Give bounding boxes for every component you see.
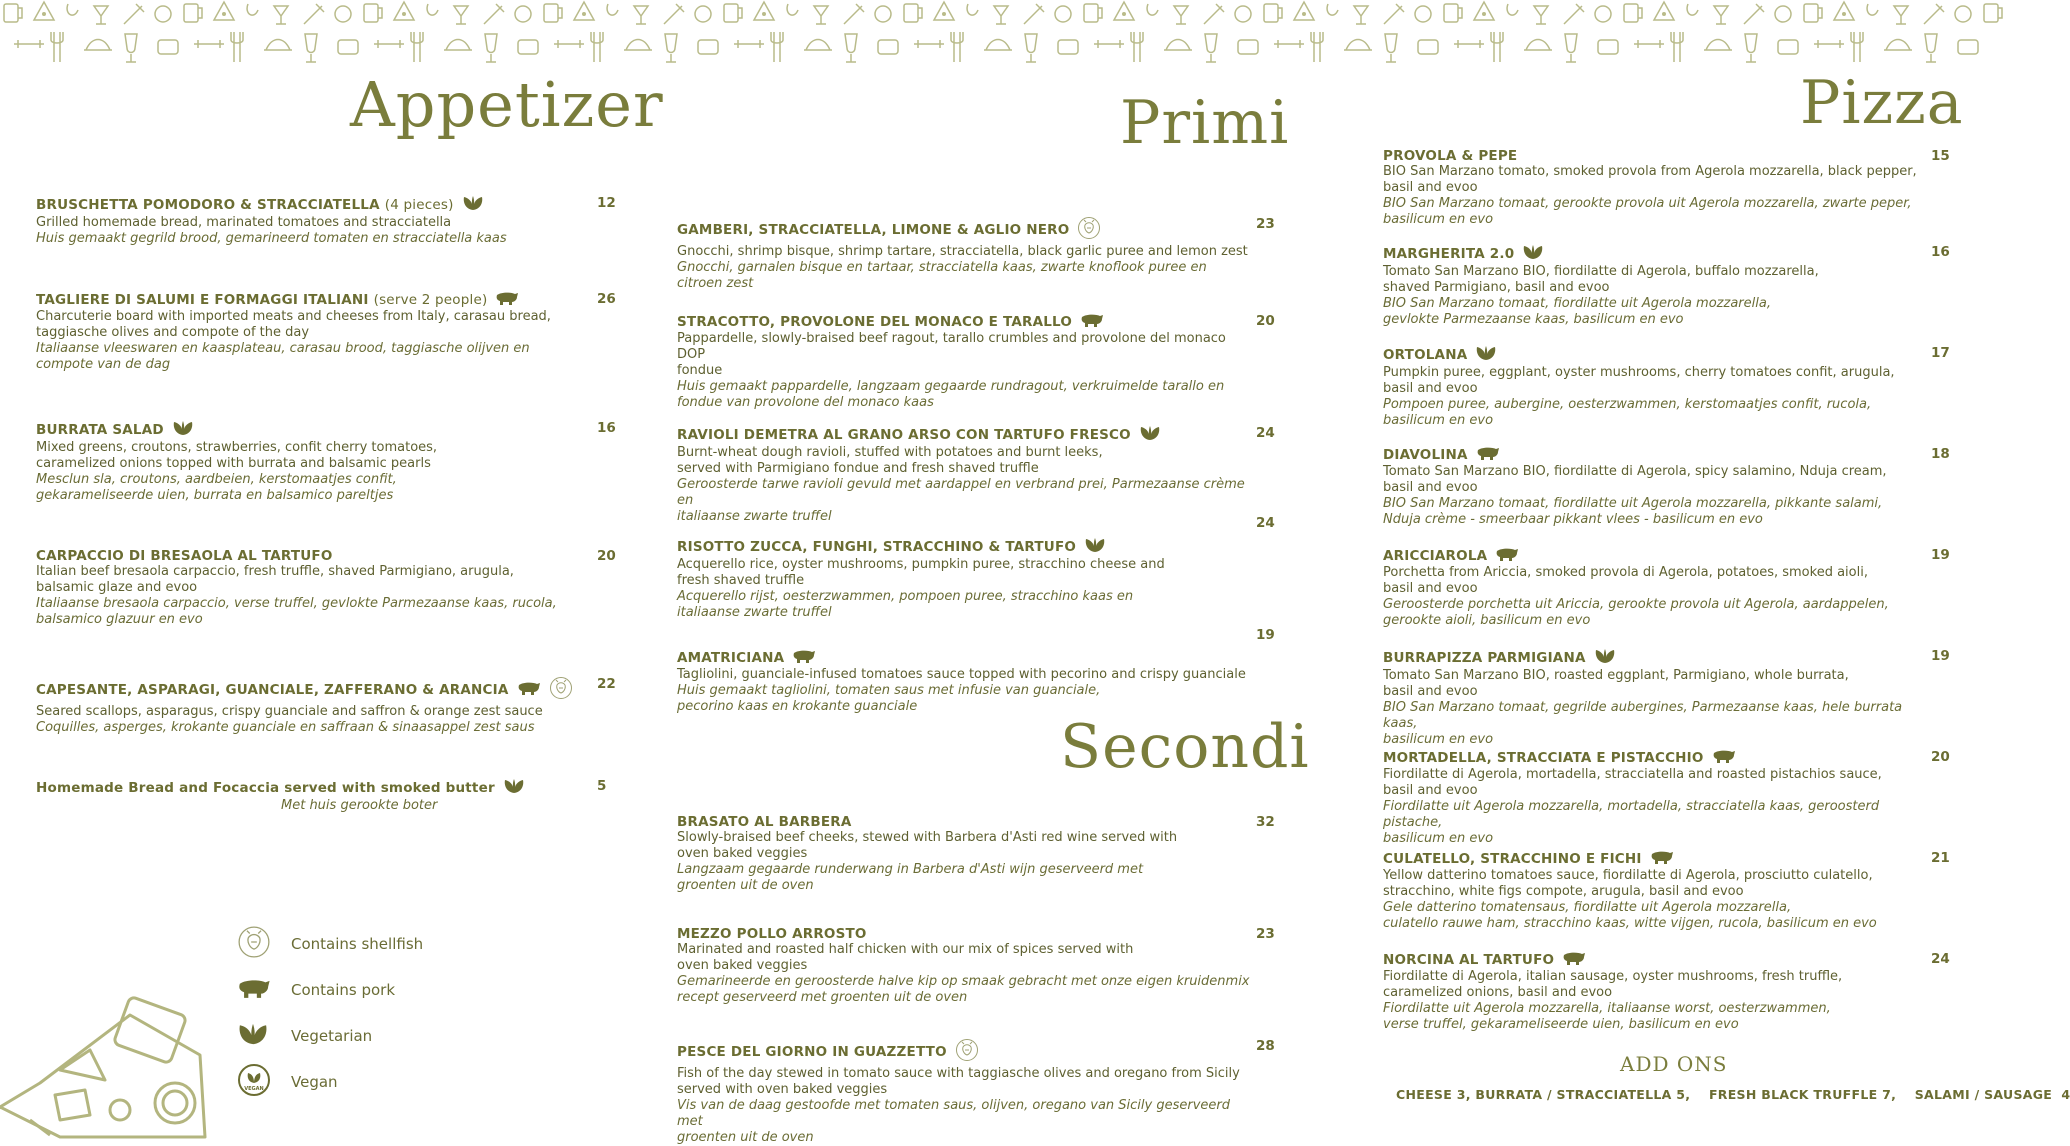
dish-price: 32	[1256, 814, 1275, 830]
dish-translation: Vis van de daag gestoofde met tomaten saus, olijven, oregano van Sicily geserveerd met	[677, 1098, 1231, 1129]
leaf-icon	[1084, 537, 1106, 557]
dish-name	[677, 649, 1257, 667]
dish-name-text: CAPESANTE, ASPARAGI, GUANCIALE, ZAFFERANO & ARANCIA	[36, 682, 509, 698]
dish-description: basil and evoo	[1383, 381, 1478, 396]
dish-translation: italiaanse zwarte truffel	[677, 509, 832, 524]
dish-translation: Met huis gerookte boter	[281, 798, 438, 813]
dish-name	[36, 420, 596, 440]
dish-name-text: PROVOLA & PEPE	[1383, 148, 1518, 164]
pig-icon	[1712, 749, 1736, 767]
dish-name	[677, 814, 1257, 830]
pig-icon	[1080, 313, 1104, 331]
dish-name-text: BRUSCHETTA POMODORO & STRACCIATELLA	[36, 197, 380, 213]
dish-name-text: BURRATA SALAD	[36, 422, 164, 438]
dish-translation: Italiaanse vleeswaren en kaasplateau, carasau brood, taggiasche olijven en	[36, 341, 530, 356]
pizza-item	[1383, 148, 1923, 228]
pizza-item	[1383, 345, 1923, 429]
dish-price: 23	[1256, 926, 1275, 942]
dish-price: 16	[1931, 244, 1950, 260]
dish-description: oven baked veggies	[677, 958, 808, 973]
dish-price: 24	[1256, 425, 1275, 441]
dish-translation: gevlokte Parmezaanse kaas, basilicum en evo	[1383, 312, 1684, 327]
appetizers-item	[36, 291, 596, 373]
pig-icon	[517, 681, 541, 699]
title-secondi: Secondi	[1060, 712, 1310, 782]
dish-name	[36, 195, 596, 215]
dish-description: Acquerello rice, oyster mushrooms, pumpkin puree, stracchino cheese and	[677, 557, 1165, 572]
dish-price: 15	[1931, 148, 1950, 164]
dish-translation: BIO San Marzano tomaat, fiordilatte uit Agerola mozzarella,	[1383, 296, 1771, 311]
title-pizza: Pizza	[1800, 68, 1964, 138]
dish-translation: Pompoen puree, aubergine, oesterzwammen, kerstomaatjes confit, rucola,	[1383, 397, 1872, 412]
dish-name	[677, 425, 1257, 445]
dish-description: Porchetta from Ariccia, smoked provola di Agerola, potatoes, smoked aioli,	[1383, 565, 1868, 580]
dish-name-text: GAMBERI, STRACCIATELLA, LIMONE & AGLIO NERO	[677, 222, 1070, 238]
dish-translation: Nduja crème - smeerbaar pikkant vlees - basilicum en evo	[1383, 512, 1763, 527]
dish-translation: Gele datterino tomatensaus, fiordilatte uit Agerola mozzarella,	[1383, 900, 1792, 915]
shellfish-icon	[955, 1038, 979, 1066]
pig-icon	[1650, 850, 1674, 868]
dish-name	[677, 537, 1257, 557]
dish-price: 17	[1931, 345, 1950, 361]
addons-list: CHEESE 3, BURRATA / STRACCIATELLA 5, FRESH BLACK TRUFFLE 7, SALAMI / SAUSAGE 4	[1396, 1087, 2070, 1102]
legend-label: Contains shellfish	[291, 935, 424, 953]
dish-description: balsamic glaze and evoo	[36, 580, 198, 595]
leaf-icon	[503, 778, 525, 798]
dish-description: Mixed greens, croutons, strawberries, confit cherry tomatoes,	[36, 440, 438, 455]
dish-translation: Huis gemaakt gegrild brood, gemarineerd tomaten en stracciatella kaas	[36, 231, 507, 246]
dish-name-text: PESCE DEL GIORNO IN GUAZZETTO	[677, 1044, 947, 1060]
appetizers-item	[36, 195, 596, 247]
dish-name	[1383, 148, 1923, 164]
dish-translation: Coquilles, asperges, krokante guanciale en saffraan & sinaasappel zest saus	[36, 720, 535, 735]
appetizers-item	[36, 778, 596, 814]
dish-name	[36, 778, 596, 798]
appetizers-item	[36, 676, 596, 736]
dish-translation: basilicum en evo	[1383, 831, 1494, 846]
dish-name-text: MEZZO POLLO ARROSTO	[677, 926, 867, 942]
shellfish-icon	[549, 676, 573, 704]
dish-price: 20	[1256, 313, 1275, 329]
pizza-item	[1383, 547, 1923, 629]
dish-translation: Langzaam gegaarde runderwang in Barbera d'Asti wijn geserveerd met	[677, 862, 1144, 877]
dish-price: 5	[597, 778, 607, 794]
dish-description: Slowly-braised beef cheeks, stewed with Barbera d'Asti red wine served with	[677, 830, 1178, 845]
primi-item	[677, 537, 1257, 621]
leaf-icon	[1594, 648, 1616, 668]
dish-name-text: RAVIOLI DEMETRA AL GRANO ARSO CON TARTUFO FRESCO	[677, 427, 1131, 443]
dish-name-text: RISOTTO ZUCCA, FUNGHI, STRACCHINO & TARTUFO	[677, 539, 1077, 555]
dish-description: Italian beef bresaola carpaccio, fresh truffle, shaved Parmigiano, arugula,	[36, 564, 514, 579]
leaf-icon	[1475, 345, 1497, 365]
dish-name	[677, 1038, 1257, 1066]
dish-price: 22	[597, 676, 616, 692]
dish-translation: citroen zest	[677, 276, 754, 291]
dish-description: Pappardelle, slowly-braised beef ragout, tarallo crumbles and provolone del monaco DOP	[677, 331, 1226, 362]
dish-portion-note: (serve 2 people)	[373, 292, 488, 308]
secondi-item	[677, 814, 1257, 894]
dish-description: oven baked veggies	[677, 846, 808, 861]
dish-name-text: CARPACCIO DI BRESAOLA AL TARTUFO	[36, 548, 333, 564]
dish-name	[677, 216, 1257, 244]
secondi-item	[677, 1038, 1257, 1146]
dish-translation: fondue van provolone del monaco kaas	[677, 395, 934, 410]
legend-label: Vegetarian	[291, 1027, 373, 1045]
dish-translation: groenten uit de oven	[677, 878, 814, 893]
legend-label: Vegan	[291, 1073, 338, 1091]
dish-description: BIO San Marzano tomato, smoked provola from Agerola mozzarella, black pepper,	[1383, 164, 1917, 179]
dish-price: 19	[1256, 627, 1275, 643]
dish-price: 19	[1931, 547, 1950, 563]
dish-description: Pumpkin puree, eggplant, oyster mushrooms, cherry tomatoes confit, arugula,	[1383, 365, 1895, 380]
dish-description: served with oven baked veggies	[677, 1082, 888, 1097]
dish-price: 26	[597, 291, 616, 307]
dish-name-text: STRACOTTO, PROVOLONE DEL MONACO E TARALLO	[677, 314, 1073, 330]
dish-name	[1383, 850, 1923, 868]
dish-translation: Gnocchi, garnalen bisque en tartaar, stracciatella kaas, zwarte knoflook puree en	[677, 260, 1207, 275]
dish-translation: basilicum en evo	[1383, 732, 1494, 747]
leaf-icon	[1139, 425, 1161, 445]
pizza-item	[1383, 850, 1923, 932]
dish-name-text: ARICCIAROLA	[1383, 548, 1488, 564]
pig-icon	[1495, 547, 1519, 565]
dish-translation: balsamico glazuur en evo	[36, 612, 203, 627]
shellfish-icon	[1077, 216, 1101, 244]
dish-name-text: AMATRICIANA	[677, 650, 785, 666]
dish-name	[1383, 244, 1923, 264]
dish-translation: basilicum en evo	[1383, 413, 1494, 428]
legend-row-pork	[237, 970, 497, 1010]
primi-item	[677, 649, 1257, 715]
dish-price: 19	[1931, 648, 1950, 664]
pizza-item	[1383, 749, 1923, 847]
legend-label: Contains pork	[291, 981, 396, 999]
dish-name-text: TAGLIERE DI SALUMI E FORMAGGI ITALIANI	[36, 292, 369, 308]
dish-description: basil and evoo	[1383, 180, 1478, 195]
dish-name-text: MARGHERITA 2.0	[1383, 246, 1515, 262]
dish-translation: Italiaanse bresaola carpaccio, verse truffel, gevlokte Parmezaanse kaas, rucola,	[36, 596, 557, 611]
title-appetizer: Appetizer	[350, 68, 664, 141]
primi-item	[677, 216, 1257, 292]
dish-description: Charcuterie board with imported meats and cheeses from Italy, carasau bread,	[36, 309, 551, 324]
vegan-icon	[237, 1063, 271, 1101]
dish-translation: recept geserveerd met groenten uit de oven	[677, 990, 968, 1005]
dish-translation: gerookte aioli, basilicum en evo	[1383, 613, 1591, 628]
dish-name	[1383, 648, 1923, 668]
dish-description: Yellow datterino tomatoes sauce, fiordilatte di Agerola, prosciutto culatello,	[1383, 868, 1873, 883]
dish-description: basil and evoo	[1383, 783, 1478, 798]
dish-description: stracchino, white figs compote, arugula, basil and evoo	[1383, 884, 1744, 899]
dish-description: Fiordilatte di Agerola, italian sausage, oyster mushrooms, fresh truffle,	[1383, 969, 1843, 984]
primi-item	[677, 425, 1257, 525]
dish-name	[677, 313, 1257, 331]
dish-description: fresh shaved truffle	[677, 573, 805, 588]
dish-name	[1383, 547, 1923, 565]
pig-icon	[1562, 951, 1586, 969]
dish-description: basil and evoo	[1383, 581, 1478, 596]
legend-row-vegan	[237, 1062, 497, 1102]
pizza-item	[1383, 244, 1923, 328]
dish-description: Fiordilatte di Agerola, mortadella, stracciatella and roasted pistachios sauce,	[1383, 767, 1882, 782]
dish-name	[36, 676, 596, 704]
addons-title: ADD ONS	[1620, 1052, 1728, 1076]
dish-translation: Gemarineerde en geroosterde halve kip op smaak gebracht met onze eigen kruidenmix	[677, 974, 1250, 989]
dish-translation: Fiordilatte uit Agerola mozzarella, mortadella, stracciatella kaas, geroosterd pistache,	[1383, 799, 1880, 830]
dish-translation: verse truffel, gekarameliseerde uien, basilicum en evo	[1383, 1017, 1739, 1032]
legend-row-shellfish	[237, 924, 497, 964]
dish-name-text: NORCINA AL TARTUFO	[1383, 952, 1555, 968]
dish-translation: pecorino kaas en krokante guanciale	[677, 699, 918, 714]
dish-price: 24	[1256, 515, 1275, 531]
dish-description: Tomato San Marzano BIO, fiordilatte di Agerola, buffalo mozzarella,	[1383, 264, 1819, 279]
dish-portion-note: (4 pieces)	[384, 197, 454, 213]
dish-name-text: Homemade Bread and Focaccia served with smoked butter	[36, 780, 495, 796]
dish-description: Tagliolini, guanciale-infused tomatoes sauce topped with pecorino and crispy guanciale	[677, 667, 1246, 682]
pig-icon	[1476, 446, 1500, 464]
dish-name	[1383, 446, 1923, 464]
dish-price: 16	[597, 420, 616, 436]
dish-name-text: DIAVOLINA	[1383, 447, 1468, 463]
dish-description: shaved Parmigiano, basil and evoo	[1383, 280, 1610, 295]
pizza-item	[1383, 951, 1923, 1033]
secondi-item	[677, 926, 1257, 1006]
dish-description: Grilled homemade bread, marinated tomatoes and stracciatella	[36, 215, 452, 230]
dish-description: caramelized onions, basil and evoo	[1383, 985, 1613, 1000]
charcuterie-board-illustration	[0, 995, 210, 1137]
svg-text:VEGAN: VEGAN	[244, 1086, 264, 1092]
food-pattern-banner	[0, 0, 2000, 72]
dish-description: served with Parmigiano fondue and fresh shaved truffle	[677, 461, 1039, 476]
leaf-icon	[462, 195, 484, 215]
primi-item	[677, 313, 1257, 411]
dish-name-text: MORTADELLA, STRACCIATA E PISTACCHIO	[1383, 750, 1704, 766]
leaf-icon	[237, 1022, 269, 1050]
dish-description: Fish of the day stewed in tomato sauce with taggiasche olives and oregano from Sicily	[677, 1066, 1240, 1081]
dish-translation: BIO San Marzano tomaat, gegrilde aubergines, Parmezaanse kaas, hele burrata kaas,	[1383, 700, 1903, 731]
dish-price: 28	[1256, 1038, 1275, 1054]
dish-translation: groenten uit de oven	[677, 1130, 814, 1145]
dish-name	[36, 548, 596, 564]
dish-price: 20	[597, 548, 616, 564]
dish-name-text: BRASATO AL BARBERA	[677, 814, 852, 830]
dish-name	[1383, 951, 1923, 969]
dish-translation: compote van de dag	[36, 357, 171, 372]
dish-description: Seared scallops, asparagus, crispy guanciale and saffron & orange zest sauce	[36, 704, 543, 719]
dish-name	[1383, 345, 1923, 365]
dish-name	[1383, 749, 1923, 767]
dish-price: 24	[1931, 951, 1950, 967]
dish-price: 21	[1931, 850, 1950, 866]
dish-description: fondue	[677, 363, 723, 378]
dish-price: 20	[1931, 749, 1950, 765]
legend-row-vegetarian	[237, 1016, 497, 1056]
dish-description: taggiasche olives and compote of the day	[36, 325, 310, 340]
dish-translation: BIO San Marzano tomaat, fiordilatte uit Agerola mozzarella, pikkante salami,	[1383, 496, 1883, 511]
pig-icon	[495, 291, 519, 309]
shellfish-icon	[237, 925, 271, 963]
appetizers-item	[36, 420, 596, 504]
dish-translation: Huis gemaakt pappardelle, langzaam gegaarde rundragout, verkruimelde tarallo en	[677, 379, 1225, 394]
dish-translation: Mesclun sla, croutons, aardbeien, kerstomaatjes confit,	[36, 472, 397, 487]
title-primi: Primi	[1120, 88, 1290, 158]
dish-translation: culatello rauwe ham, stracchino kaas, witte vijgen, rucola, basilicum en evo	[1383, 916, 1877, 931]
dish-description: Gnocchi, shrimp bisque, shrimp tartare, stracciatella, black garlic puree and lemon zest	[677, 244, 1248, 259]
dish-price: 12	[597, 195, 616, 211]
dish-translation: BIO San Marzano tomaat, gerookte provola uit Agerola mozzarella, zwarte peper,	[1383, 196, 1912, 211]
dish-translation: gekarameliseerde uien, burrata en balsamico pareltjes	[36, 488, 394, 503]
dish-name-text: ORTOLANA	[1383, 347, 1468, 363]
dish-description: basil and evoo	[1383, 684, 1478, 699]
dish-translation: Geroosterde tarwe ravioli gevuld met aardappel en verbrand prei, Parmezaanse crème en	[677, 477, 1245, 508]
pizza-item	[1383, 446, 1923, 528]
dish-description: basil and evoo	[1383, 480, 1478, 495]
pig-icon	[237, 978, 271, 1002]
dish-description: Tomato San Marzano BIO, roasted eggplant, Parmigiano, whole burrata,	[1383, 668, 1849, 683]
dish-name-text: CULATELLO, STRACCHINO E FICHI	[1383, 851, 1642, 867]
dish-name	[677, 926, 1257, 942]
appetizers-item	[36, 548, 596, 628]
dish-translation: Geroosterde porchetta uit Ariccia, gerookte provola uit Agerola, aardappelen,	[1383, 597, 1889, 612]
dish-translation: basilicum en evo	[1383, 212, 1494, 227]
dish-name	[36, 291, 596, 309]
dish-translation: Acquerello rijst, oesterzwammen, pompoen puree, stracchino kaas en	[677, 589, 1134, 604]
dish-description: Tomato San Marzano BIO, fiordilatte di Agerola, spicy salamino, Nduja cream,	[1383, 464, 1887, 479]
dish-translation: italiaanse zwarte truffel	[677, 605, 832, 620]
dish-description: caramelized onions topped with burrata and balsamic pearls	[36, 456, 431, 471]
dish-price: 18	[1931, 446, 1950, 462]
leaf-icon	[1522, 244, 1544, 264]
dish-price: 23	[1256, 216, 1275, 232]
dish-translation: Huis gemaakt tagliolini, tomaten saus met infusie van guanciale,	[677, 683, 1101, 698]
dish-translation: Fiordilatte uit Agerola mozzarella, italiaanse worst, oesterzwammen,	[1383, 1001, 1831, 1016]
leaf-icon	[172, 420, 194, 440]
pig-icon	[792, 649, 816, 667]
dish-description: Burnt-wheat dough ravioli, stuffed with potatoes and burnt leeks,	[677, 445, 1103, 460]
pizza-item	[1383, 648, 1923, 748]
dish-name-text: BURRAPIZZA PARMIGIANA	[1383, 650, 1586, 666]
dish-description: Marinated and roasted half chicken with our mix of spices served with	[677, 942, 1134, 957]
